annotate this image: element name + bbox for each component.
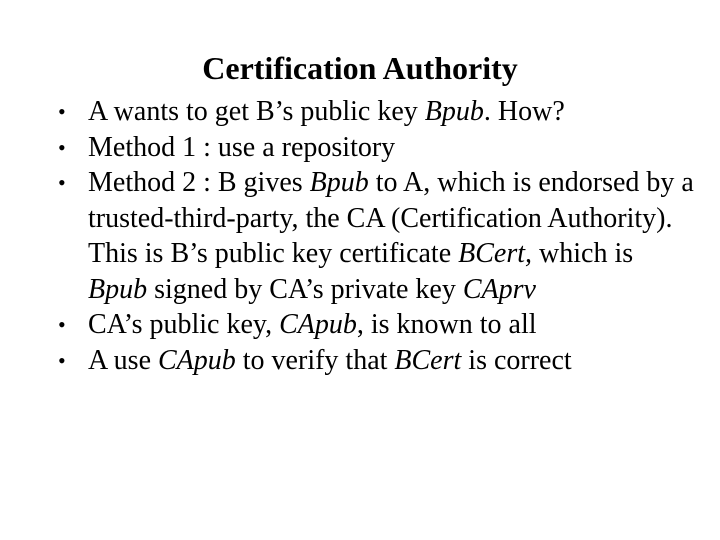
bullet-icon: • <box>58 99 66 124</box>
bullet-icon: • <box>58 170 66 195</box>
bullet-icon: • <box>58 134 66 160</box>
bullet-item: • Method 1 : use a repository <box>56 130 696 166</box>
bullet-item: • CA’s public key, CApub, is known to all <box>56 307 696 343</box>
bullet-item: • A use CApub to verify that BCert is correct <box>56 343 696 379</box>
bullet-item: • A wants to get B’s public key Bpub. How? <box>56 94 696 130</box>
bullet-icon: • <box>58 312 66 337</box>
slide-title: Certification Authority <box>202 50 518 86</box>
bullet-item: • Method 2 : B gives Bpub to A, which is endorsed by a trusted-third-party, the CA (Certification Authority). This is B’s public key certificate BCert, which is Bpub signed by CA’s private key CAprv <box>58 167 694 305</box>
bullet-icon: • <box>58 347 66 373</box>
bullet-list <box>56 94 696 378</box>
